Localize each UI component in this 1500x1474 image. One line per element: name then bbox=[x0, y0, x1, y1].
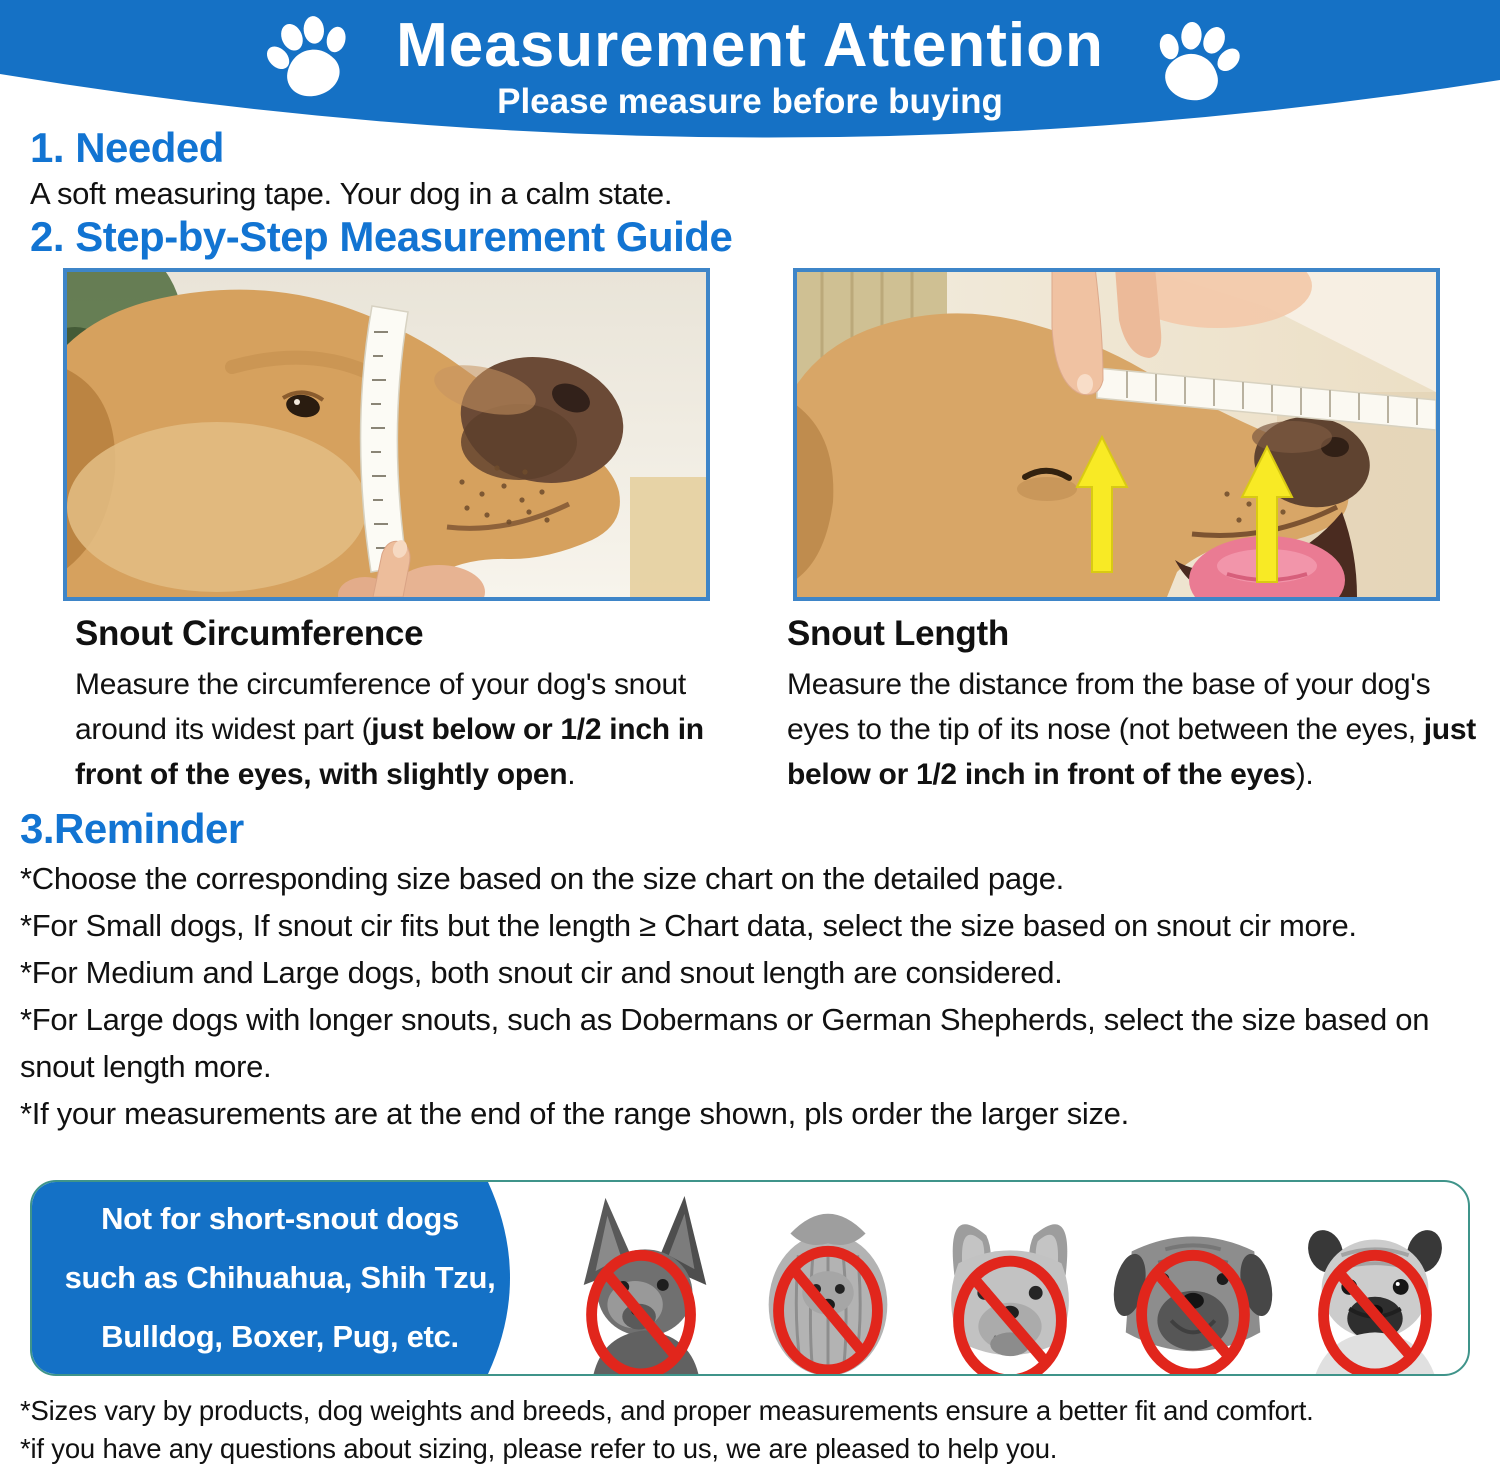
footer-notes bbox=[20, 1392, 1314, 1468]
reminder-item: *Choose the corresponding size based on the size chart on the detailed page. bbox=[20, 861, 1064, 896]
needed-body-text: A soft measuring tape. Your dog in a calm state. bbox=[30, 176, 673, 211]
caption-title: Snout Length bbox=[787, 614, 1009, 653]
caption-text-bold: just below or 1/2 inch in front of the eyes, with slightly open bbox=[75, 713, 704, 791]
dog-measure-length-illustration bbox=[797, 272, 1436, 597]
dog-image-chihuahua bbox=[556, 1186, 734, 1374]
caption-snout-circumference bbox=[75, 614, 770, 797]
section-heading-needed: 1. Needed bbox=[30, 124, 224, 171]
reminder-item: *For Medium and Large dogs, both snout cir and snout length are considered. bbox=[20, 955, 1063, 990]
page-subtitle: Please measure before buying bbox=[497, 82, 1003, 121]
dog-image-french-bulldog bbox=[921, 1186, 1099, 1374]
photo-snout-length bbox=[793, 268, 1440, 601]
prohibited-dogs-row bbox=[556, 1182, 1464, 1374]
dog-measure-circumference-illustration bbox=[67, 272, 706, 597]
caption-text-bold: just below or 1/2 inch in front of the eyes bbox=[787, 713, 1476, 791]
dog-image-shih-tzu bbox=[739, 1186, 917, 1374]
banner-line: such as Chihuahua, Shih Tzu, bbox=[64, 1260, 496, 1295]
banner-line: Bulldog, Boxer, Pug, etc. bbox=[101, 1319, 459, 1354]
reminder-item: *For Large dogs with longer snouts, such as Dobermans or German Shepherds, select the size based on snout length more. bbox=[20, 1002, 1430, 1084]
dog-image-boxer-mastiff bbox=[1104, 1186, 1282, 1374]
page-title: Measurement Attention bbox=[396, 11, 1104, 80]
caption-text-end: . bbox=[567, 758, 576, 791]
footer-note: *Sizes vary by products, dog weights and breeds, and proper measurements ensure a better fit and comfort. bbox=[20, 1395, 1314, 1426]
caption-snout-length bbox=[787, 614, 1482, 797]
reminder-item: *For Small dogs, If snout cir fits but the length ≥ Chart data, select the size based on snout cir more. bbox=[20, 908, 1357, 943]
reminder-item: *If your measurements are at the end of the range shown, pls order the larger size. bbox=[20, 1096, 1129, 1131]
footer-note: *if you have any questions about sizing, please refer to us, we are pleased to help you. bbox=[20, 1433, 1058, 1464]
dog-image-pug bbox=[1286, 1186, 1464, 1374]
caption-body bbox=[75, 662, 770, 797]
section-heading-reminder: 3.Reminder bbox=[20, 805, 244, 852]
photo-snout-circumference bbox=[63, 268, 710, 601]
caption-text-normal: Measure the circumference of your dog's snout around its widest part ( bbox=[75, 668, 686, 746]
banner-text bbox=[60, 1182, 500, 1374]
caption-text-normal: Measure the distance from the base of your dog's eyes to the tip of its nose (not between the eyes, bbox=[787, 668, 1431, 746]
banner-line: Not for short-snout dogs bbox=[101, 1201, 459, 1236]
header-banner bbox=[0, 0, 1500, 200]
not-for-short-snout-banner bbox=[30, 1180, 1470, 1376]
reminder-list bbox=[20, 855, 1482, 1137]
section-heading-guide: 2. Step-by-Step Measurement Guide bbox=[30, 213, 733, 260]
caption-title: Snout Circumference bbox=[75, 614, 424, 653]
caption-body bbox=[787, 662, 1482, 797]
caption-text-end: ). bbox=[1295, 758, 1314, 791]
